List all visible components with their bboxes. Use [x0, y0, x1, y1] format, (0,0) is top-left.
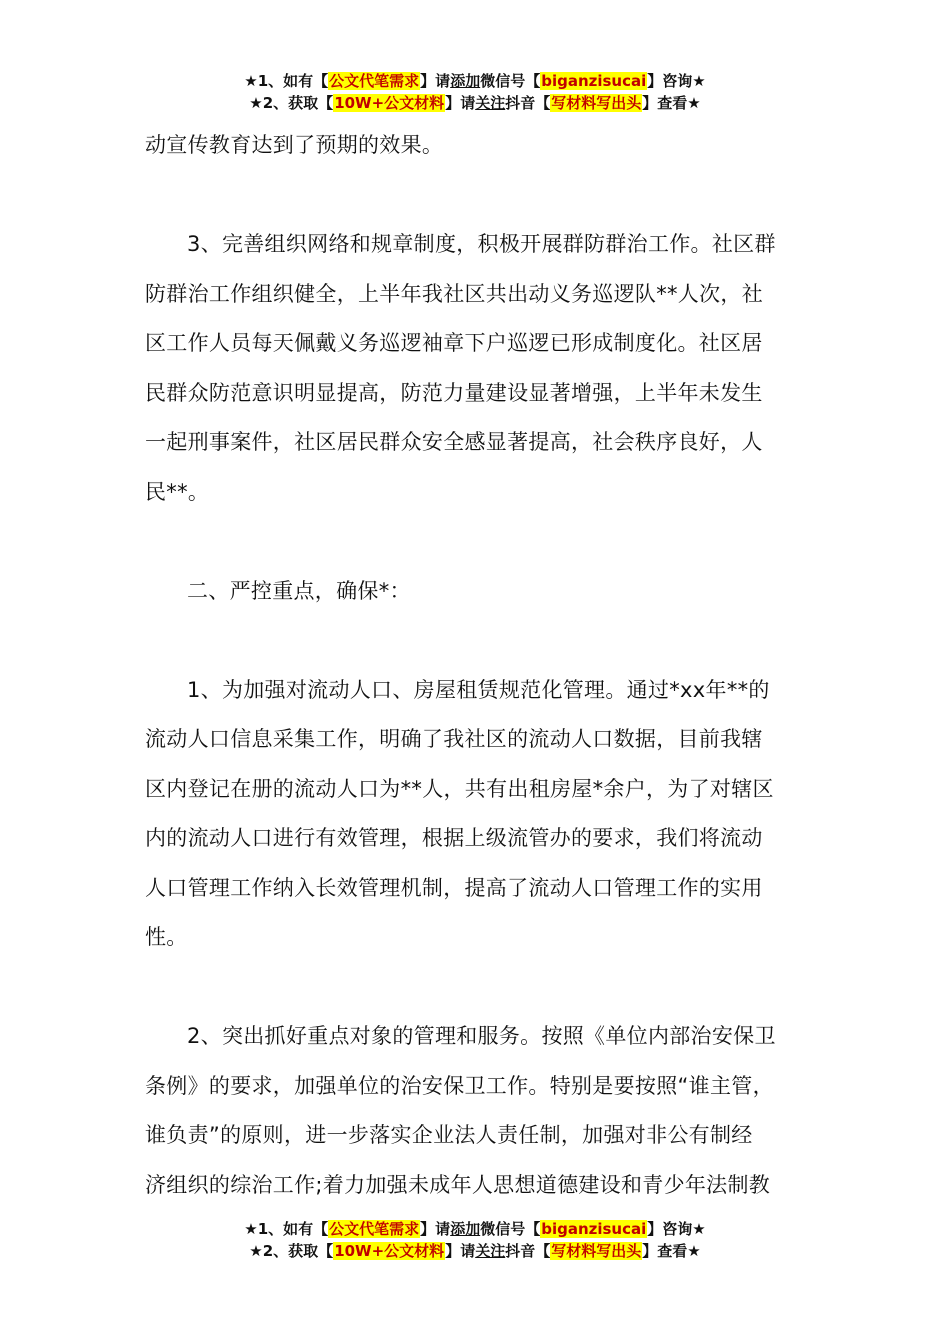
promo-text: 微信号【: [480, 1220, 541, 1238]
highlight-service: 公文代笔需求: [329, 72, 420, 90]
text-line: 人口管理工作纳入长效管理机制，提高了流动人口管理工作的实用: [145, 875, 763, 900]
text-line: 一起刑事案件，社区居民群众安全感显著提高，社会秩序良好，人: [145, 430, 763, 454]
promo-text: 微信号【: [480, 72, 541, 90]
promo-line-1: [0, 70, 950, 92]
promo-text: 】查看★: [642, 1242, 701, 1260]
text-line: 1、为加强对流动人口、房屋租赁规范化管理。通过*xx年**的: [187, 677, 770, 702]
promo-text: 】咨询★: [647, 1220, 706, 1238]
promo-text: 】请: [420, 1220, 451, 1238]
text-line: 性。: [145, 925, 188, 949]
promo-text: 2、获取【: [262, 94, 334, 112]
promo-text: 】请: [420, 72, 451, 90]
underlined-text: 添加: [450, 72, 481, 90]
promo-text: 1、如有【: [257, 72, 329, 90]
text-line: 济组织的综治工作;着力加强未成年人思想道德建设和青少年法制教: [145, 1172, 771, 1197]
text-line: 流动人口信息采集工作，明确了我社区的流动人口数据，目前我辖: [145, 727, 763, 751]
promo-text: 1、如有【: [257, 1220, 329, 1238]
text-line: 区内登记在册的流动人口为**人，共有出租房屋*余户，为了对辖区: [145, 776, 774, 801]
text-line: 谁负责”的原则，进一步落实企业法人责任制，加强对非公有制经: [145, 1123, 753, 1147]
text-line: 区工作人员每天佩戴义务巡逻袖章下户巡逻已形成制度化。社区居: [145, 331, 763, 355]
star-icon: ★: [249, 94, 263, 112]
footer-promo-banner: [0, 1218, 950, 1262]
promo-line-2: [0, 1240, 950, 1262]
text-line: 内的流动人口进行有效管理，根据上级流管办的要求，我们将流动: [145, 826, 763, 850]
paragraph-item-1: [145, 666, 815, 963]
section-heading: 二、严控重点，确保*：: [187, 578, 411, 603]
highlight-materials: 10W+公文材料: [334, 1242, 445, 1260]
underlined-text: 添加: [450, 1220, 481, 1238]
promo-text: 】咨询★: [647, 72, 706, 90]
text-line: 3、完善组织网络和规章制度，积极开展群防群治工作。社区群: [187, 232, 776, 256]
text-line: 条例》的要求，加强单位的治安保卫工作。特别是要按照“谁主管，: [145, 1073, 774, 1098]
promo-text: 】请: [445, 1242, 476, 1260]
paragraph-continued: 动宣传教育达到了预期的效果。: [145, 133, 444, 157]
promo-text: 2、获取【: [262, 1242, 334, 1260]
star-icon: ★: [249, 1242, 263, 1260]
star-icon: ★: [244, 1220, 258, 1238]
text-line: 民群众防范意识明显提高，防范力量建设显著增强，上半年未发生: [145, 380, 763, 405]
text-line: 防群治工作组织健全，上半年我社区共出动义务巡逻队**人次，社: [145, 281, 763, 306]
highlight-douyin: 写材料写出头: [551, 94, 642, 112]
promo-text: 】请: [445, 94, 476, 112]
highlight-service: 公文代笔需求: [329, 1220, 420, 1238]
document-body: [145, 121, 815, 1210]
star-icon: ★: [244, 72, 258, 90]
paragraph-item-2: [145, 1012, 815, 1210]
highlight-douyin: 写材料写出头: [551, 1242, 642, 1260]
text-line: 民**。: [145, 479, 210, 504]
highlight-wechat-id: biganzisucai: [541, 72, 647, 90]
header-promo-banner: [0, 70, 950, 114]
underlined-text: 关注: [475, 94, 506, 112]
promo-text: 抖音【: [505, 1242, 551, 1260]
promo-line-2: [0, 92, 950, 114]
highlight-wechat-id: biganzisucai: [541, 1220, 647, 1238]
promo-line-1: [0, 1218, 950, 1240]
promo-text: 抖音【: [505, 94, 551, 112]
underlined-text: 关注: [475, 1242, 506, 1260]
promo-text: 】查看★: [642, 94, 701, 112]
text-line: 2、突出抓好重点对象的管理和服务。按照《单位内部治安保卫: [187, 1024, 776, 1048]
highlight-materials: 10W+公文材料: [334, 94, 445, 112]
paragraph-item-3: [145, 220, 815, 517]
